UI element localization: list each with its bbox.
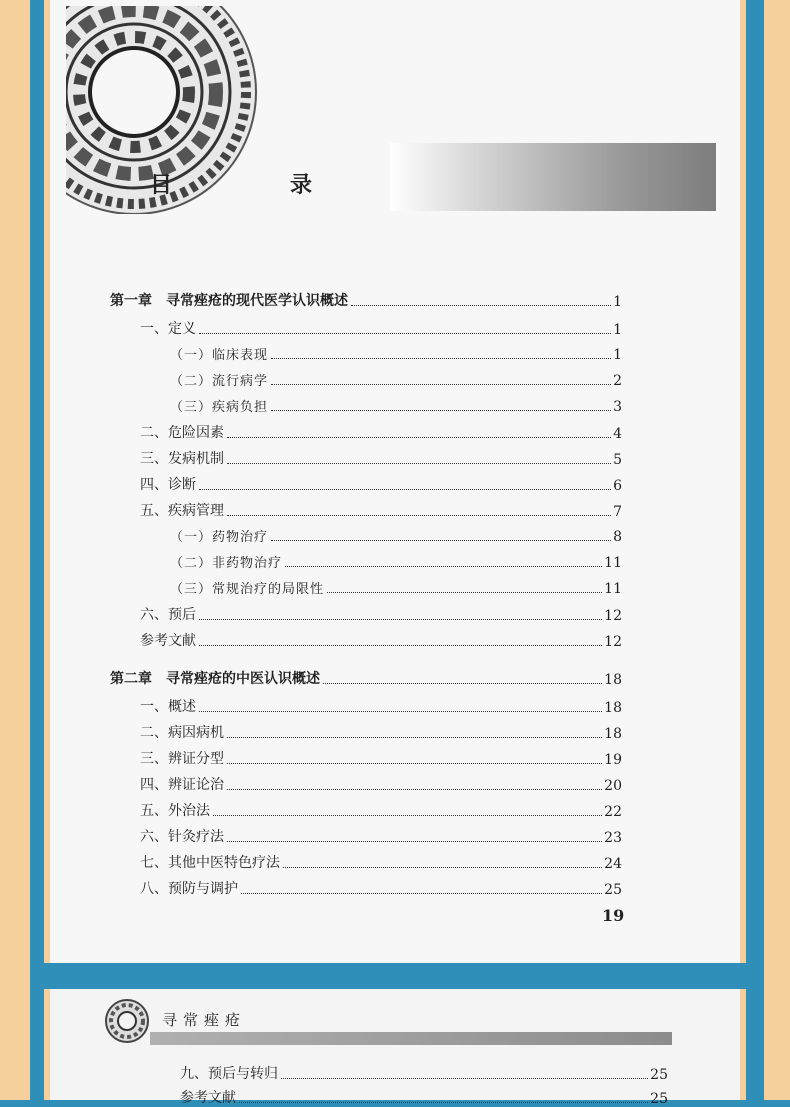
leader-dots <box>227 515 611 516</box>
leader-dots <box>271 540 611 541</box>
toc-chapter[interactable] <box>110 668 622 688</box>
toc-entry-page: 23 <box>604 830 622 846</box>
toc-entry[interactable] <box>140 474 622 494</box>
leader-dots <box>283 867 602 868</box>
toc-entry[interactable] <box>180 1063 668 1083</box>
toc-entry-page: 12 <box>604 634 622 650</box>
toc-entry-page: 25 <box>650 1067 668 1083</box>
toc-entry[interactable] <box>140 448 622 468</box>
toc-entry[interactable] <box>170 370 622 389</box>
leader-dots <box>227 737 602 738</box>
toc-entry-label: （三）常规治疗的局限性 <box>170 582 325 597</box>
toc-entry[interactable] <box>140 318 622 338</box>
toc-entry-label: 参考文献 <box>180 1090 236 1106</box>
toc-entry-page: 20 <box>604 778 622 794</box>
toc-entry-page: 1 <box>613 294 622 310</box>
toc-entry-page: 8 <box>613 529 622 545</box>
toc-entry-label: 参考文献 <box>140 633 196 649</box>
toc-entry-page: 25 <box>604 882 622 898</box>
toc-entry[interactable] <box>140 604 622 624</box>
leader-dots <box>323 683 602 684</box>
toc-entry-page: 18 <box>604 700 622 716</box>
leader-dots <box>271 358 611 359</box>
toc-entry[interactable] <box>170 526 622 545</box>
leader-dots <box>227 437 611 438</box>
toc-entry-label: 第一章 寻常痤疮的现代医学认识概述 <box>110 293 348 309</box>
page-title: 目 录 <box>150 172 361 198</box>
toc-entry-label: 五、疾病管理 <box>140 503 224 519</box>
toc-entry[interactable] <box>170 578 622 597</box>
title-gradient-bar <box>390 143 716 211</box>
leader-dots <box>199 489 611 490</box>
leader-dots <box>199 645 602 646</box>
toc-entry[interactable] <box>140 696 622 716</box>
right-frame-inner <box>746 0 764 1100</box>
toc-chapter[interactable] <box>110 290 622 310</box>
toc-entry-label: 二、危险因素 <box>140 425 224 441</box>
toc-entry-page: 6 <box>613 478 622 494</box>
toc-entry-page: 1 <box>613 347 622 363</box>
toc-entry-label: 四、辨证论治 <box>140 777 224 793</box>
toc-entry-label: 一、概述 <box>140 699 196 715</box>
toc-entry-page: 3 <box>613 399 622 415</box>
toc-entry-page: 18 <box>604 726 622 742</box>
left-frame-inner <box>30 0 44 1100</box>
toc-entry-label: 二、病因病机 <box>140 725 224 741</box>
leader-dots <box>239 1102 648 1103</box>
toc-entry-page: 22 <box>604 804 622 820</box>
toc-entry-label: （二）流行病学 <box>170 374 269 389</box>
toc-entry-page: 19 <box>604 752 622 768</box>
right-frame-border <box>764 0 790 1100</box>
toc-entry[interactable] <box>140 852 622 872</box>
toc-entry[interactable] <box>170 344 622 363</box>
toc-entry[interactable] <box>170 396 622 415</box>
running-header-title: 寻常痤疮 <box>162 1011 247 1029</box>
leader-dots <box>199 333 611 334</box>
leader-dots <box>227 463 611 464</box>
leader-dots <box>285 566 602 567</box>
toc-entry-page: 12 <box>604 608 622 624</box>
toc-entry-page: 7 <box>613 504 622 520</box>
leader-dots <box>271 410 611 411</box>
toc-entry-page: 5 <box>613 452 622 468</box>
toc-entry-page: 25 <box>650 1091 668 1107</box>
small-ornament-icon <box>104 998 150 1044</box>
toc-entry-label: 四、诊断 <box>140 477 196 493</box>
leader-dots <box>227 841 602 842</box>
toc-entry-page: 18 <box>604 672 622 688</box>
toc-entry-page: 4 <box>613 426 622 442</box>
page-separator-band <box>44 963 746 989</box>
toc-entry-label: 八、预防与调护 <box>140 881 238 897</box>
leader-dots <box>227 789 602 790</box>
toc-entry-label: 六、预后 <box>140 607 196 623</box>
toc-entry[interactable] <box>140 826 622 846</box>
toc-entry[interactable] <box>140 722 622 742</box>
toc-entry-label: （一）临床表现 <box>170 348 269 363</box>
header-gradient-bar <box>150 1032 672 1045</box>
leader-dots <box>213 815 602 816</box>
toc-entry[interactable] <box>140 500 622 520</box>
leader-dots <box>199 619 602 620</box>
toc-entry[interactable] <box>140 878 622 898</box>
next-page <box>44 989 746 1107</box>
toc-entry-label: （一）药物治疗 <box>170 530 269 545</box>
toc-entry-page: 11 <box>604 581 622 597</box>
toc-entry-label: 一、定义 <box>140 321 196 337</box>
toc-entry-label: （三）疾病负担 <box>170 400 269 415</box>
toc-page <box>44 0 746 963</box>
toc-entry[interactable] <box>140 748 622 768</box>
toc-entry-label: 七、其他中医特色疗法 <box>140 855 280 871</box>
toc-entry-label: 六、针灸疗法 <box>140 829 224 845</box>
toc-entry-page: 1 <box>613 322 622 338</box>
leader-dots <box>227 763 602 764</box>
left-frame-border <box>0 0 30 1100</box>
leader-dots <box>241 893 602 894</box>
toc-entry-label: 第二章 寻常痤疮的中医认识概述 <box>110 671 320 687</box>
toc-entry-label: 九、预后与转归 <box>180 1066 278 1082</box>
leader-dots <box>199 711 602 712</box>
leader-dots <box>351 305 611 306</box>
toc-entry-label: 五、外治法 <box>140 803 210 819</box>
toc-entry[interactable] <box>140 630 622 650</box>
toc-entry-page: 11 <box>604 555 622 571</box>
leader-dots <box>271 384 611 385</box>
leader-dots <box>327 592 602 593</box>
toc-entry[interactable] <box>170 552 622 571</box>
toc-entry-label: 三、辨证分型 <box>140 751 224 767</box>
toc-entry-page: 24 <box>604 856 622 872</box>
toc-entry[interactable] <box>140 800 622 820</box>
toc-entry[interactable] <box>140 422 622 442</box>
toc-entry[interactable] <box>140 774 622 794</box>
leader-dots <box>281 1078 648 1079</box>
toc-entry[interactable] <box>180 1087 668 1107</box>
toc-entry-page: 2 <box>613 373 622 389</box>
toc-entry-label: 三、发病机制 <box>140 451 224 467</box>
page-number: 19 <box>602 906 625 925</box>
toc-entry-label: （二）非药物治疗 <box>170 556 283 571</box>
